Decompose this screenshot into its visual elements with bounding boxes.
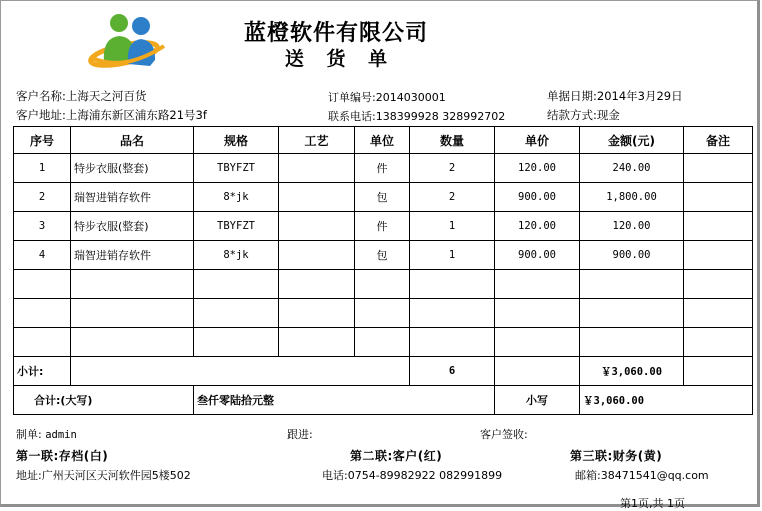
document-title: 送 货 单 bbox=[284, 48, 396, 70]
maker-line bbox=[16, 426, 77, 442]
cell-name: 瑞智进销存软件 bbox=[71, 241, 194, 270]
cell-amount: 120.00 bbox=[580, 212, 684, 241]
total-small: ￥3,060.00 bbox=[580, 386, 753, 415]
cell-note bbox=[684, 212, 753, 241]
total-upper: 叁仟零陆拾元整 bbox=[194, 386, 495, 415]
footer-email: 邮箱:38471541@qq.com bbox=[575, 469, 709, 482]
payment-label: 结款方式: bbox=[547, 108, 597, 122]
cell-note bbox=[684, 154, 753, 183]
address-value: 上海浦东新区浦东路21号3f bbox=[65, 108, 207, 122]
cell-price: 120.00 bbox=[495, 212, 580, 241]
footer-phone: 电话:0754-89982922 082991899 bbox=[322, 469, 503, 482]
small-label: 小写 bbox=[495, 386, 580, 415]
address-line bbox=[16, 107, 207, 123]
column-header: 备注 bbox=[684, 127, 753, 154]
company-name: 蓝橙软件有限公司 bbox=[243, 20, 428, 46]
cell-qty: 2 bbox=[410, 183, 495, 212]
cell-no: 4 bbox=[14, 241, 71, 270]
total-row bbox=[14, 386, 753, 415]
cell-unit: 件 bbox=[355, 212, 410, 241]
page-number: 第1页,共 1页 bbox=[620, 497, 685, 510]
copy-2: 第二联:客户(红) bbox=[350, 449, 443, 463]
customer-name-line bbox=[16, 88, 146, 104]
column-header: 规格 bbox=[194, 127, 279, 154]
table-header-row bbox=[14, 127, 753, 154]
payment-value: 现金 bbox=[596, 108, 620, 122]
cell-spec: 8*jk bbox=[194, 183, 279, 212]
cell-name: 特步衣服(整套) bbox=[71, 212, 194, 241]
copy-1: 第一联:存档(白) bbox=[16, 449, 109, 463]
table-row-empty bbox=[14, 299, 753, 328]
subtotal-qty: 6 bbox=[410, 357, 495, 386]
cell-price: 900.00 bbox=[495, 183, 580, 212]
sign-label: 客户签收: bbox=[480, 428, 528, 441]
column-header: 金额(元) bbox=[580, 127, 684, 154]
cell-qty: 2 bbox=[410, 154, 495, 183]
cell-spec: TBYFZT bbox=[194, 154, 279, 183]
subtotal-label: 小计: bbox=[14, 357, 71, 386]
follow-label: 跟进: bbox=[287, 428, 313, 441]
cell-no: 2 bbox=[14, 183, 71, 212]
column-header: 数量 bbox=[410, 127, 495, 154]
subtotal-row bbox=[14, 357, 753, 386]
total-label: 合计:(大写) bbox=[14, 386, 194, 415]
cell-spec: 8*jk bbox=[194, 241, 279, 270]
items-table bbox=[13, 126, 753, 415]
cell-name: 特步衣服(整套) bbox=[71, 154, 194, 183]
cell-qty: 1 bbox=[410, 241, 495, 270]
column-header: 工艺 bbox=[279, 127, 355, 154]
cell-note bbox=[684, 241, 753, 270]
cell-unit: 件 bbox=[355, 154, 410, 183]
table-row bbox=[14, 183, 753, 212]
cell-spec: TBYFZT bbox=[194, 212, 279, 241]
footer-address: 地址:广州天河区天河软件园5楼502 bbox=[16, 469, 191, 482]
column-header: 品名 bbox=[71, 127, 194, 154]
table-row-empty bbox=[14, 270, 753, 299]
customer-name-value: 上海天之河百货 bbox=[65, 89, 147, 103]
cell-craft bbox=[279, 212, 355, 241]
cell-amount: 1,800.00 bbox=[580, 183, 684, 212]
cell-price: 120.00 bbox=[495, 154, 580, 183]
phone-value: 138399928 328992702 bbox=[375, 110, 506, 123]
maker-value: admin bbox=[45, 429, 77, 441]
phone-label: 联系电话: bbox=[328, 110, 376, 123]
cell-craft bbox=[279, 154, 355, 183]
order-no-value: 2014030001 bbox=[375, 91, 446, 104]
customer-name-label: 客户名称: bbox=[16, 89, 66, 103]
cell-amount: 240.00 bbox=[580, 154, 684, 183]
column-header: 序号 bbox=[14, 127, 71, 154]
table-row bbox=[14, 212, 753, 241]
maker-label: 制单: bbox=[16, 428, 42, 441]
order-no-line bbox=[328, 89, 446, 105]
table-row-empty bbox=[14, 328, 753, 357]
date-line bbox=[547, 88, 683, 104]
date-value: 2014年3月29日 bbox=[596, 89, 683, 103]
cell-craft bbox=[279, 241, 355, 270]
copy-3: 第三联:财务(黄) bbox=[570, 449, 663, 463]
cell-note bbox=[684, 183, 753, 212]
phone-line bbox=[328, 108, 505, 124]
cell-unit: 包 bbox=[355, 183, 410, 212]
cell-craft bbox=[279, 183, 355, 212]
cell-qty: 1 bbox=[410, 212, 495, 241]
date-label: 单据日期: bbox=[547, 89, 597, 103]
table-row bbox=[14, 241, 753, 270]
cell-price: 900.00 bbox=[495, 241, 580, 270]
order-no-label: 订单编号: bbox=[328, 91, 376, 104]
table-row bbox=[14, 154, 753, 183]
cell-no: 3 bbox=[14, 212, 71, 241]
column-header: 单价 bbox=[495, 127, 580, 154]
payment-line bbox=[547, 107, 620, 123]
cell-unit: 包 bbox=[355, 241, 410, 270]
subtotal-amount: ￥3,060.00 bbox=[580, 357, 684, 386]
address-label: 客户地址: bbox=[16, 108, 66, 122]
cell-no: 1 bbox=[14, 154, 71, 183]
cell-amount: 900.00 bbox=[580, 241, 684, 270]
cell-name: 瑞智进销存软件 bbox=[71, 183, 194, 212]
column-header: 单位 bbox=[355, 127, 410, 154]
